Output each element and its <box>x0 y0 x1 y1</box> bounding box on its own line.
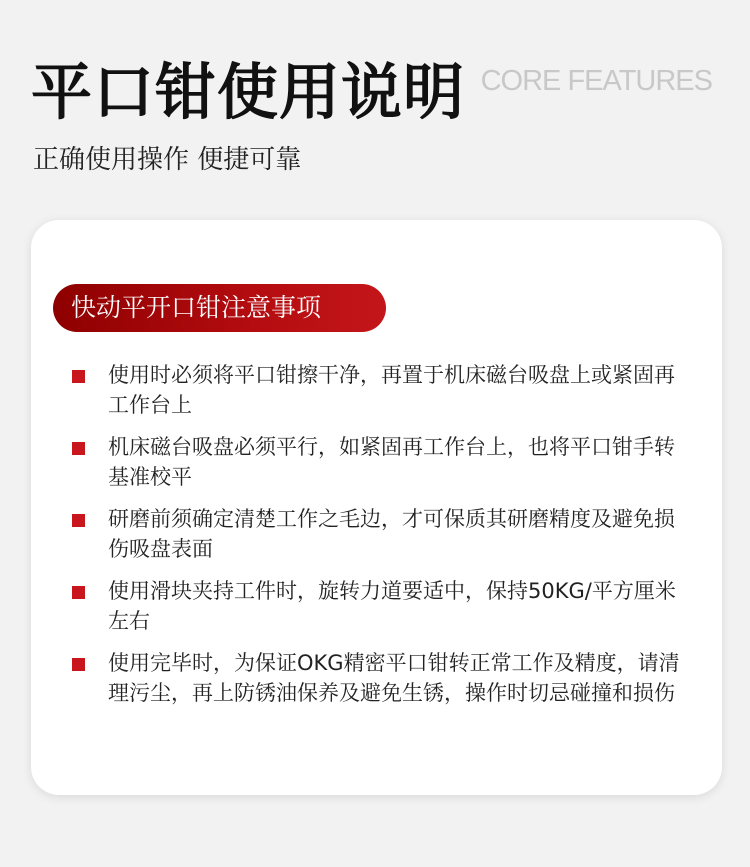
list-item <box>72 432 692 492</box>
page-subtitle: 正确使用操作 便捷可靠 <box>33 145 302 175</box>
section-title-badge: 快动平开口钳注意事项 <box>53 284 386 332</box>
list-item-text: 机床磁台吸盘必须平行，如紧固再工作台上，也将平口钳手转基准校平 <box>108 435 675 489</box>
square-bullet-icon <box>72 442 85 455</box>
core-features-label: CORE FEATURES <box>480 65 712 97</box>
list-item-text: 使用时必须将平口钳擦干净，再置于机床磁台吸盘上或紧固再工作台上 <box>108 363 675 417</box>
list-item-text: 使用完毕时，为保证OKG精密平口钳转正常工作及精度，请清理污尘，再上防锈油保养及避免生锈，操作时切忌碰撞和损伤 <box>108 651 680 705</box>
list-item <box>72 648 692 708</box>
list-item <box>72 504 692 564</box>
list-item-text: 使用滑块夹持工件时，旋转力道要适中，保持50KG/平方厘米左右 <box>108 579 676 633</box>
square-bullet-icon <box>72 586 85 599</box>
square-bullet-icon <box>72 658 85 671</box>
list-item <box>72 360 692 420</box>
notice-list <box>72 360 692 720</box>
square-bullet-icon <box>72 514 85 527</box>
square-bullet-icon <box>72 370 85 383</box>
page-title: 平口钳使用说明 <box>31 57 466 128</box>
list-item-text: 研磨前须确定清楚工作之毛边，才可保质其研磨精度及避免损伤吸盘表面 <box>108 507 675 561</box>
list-item <box>72 576 692 636</box>
notice-card <box>31 220 722 795</box>
